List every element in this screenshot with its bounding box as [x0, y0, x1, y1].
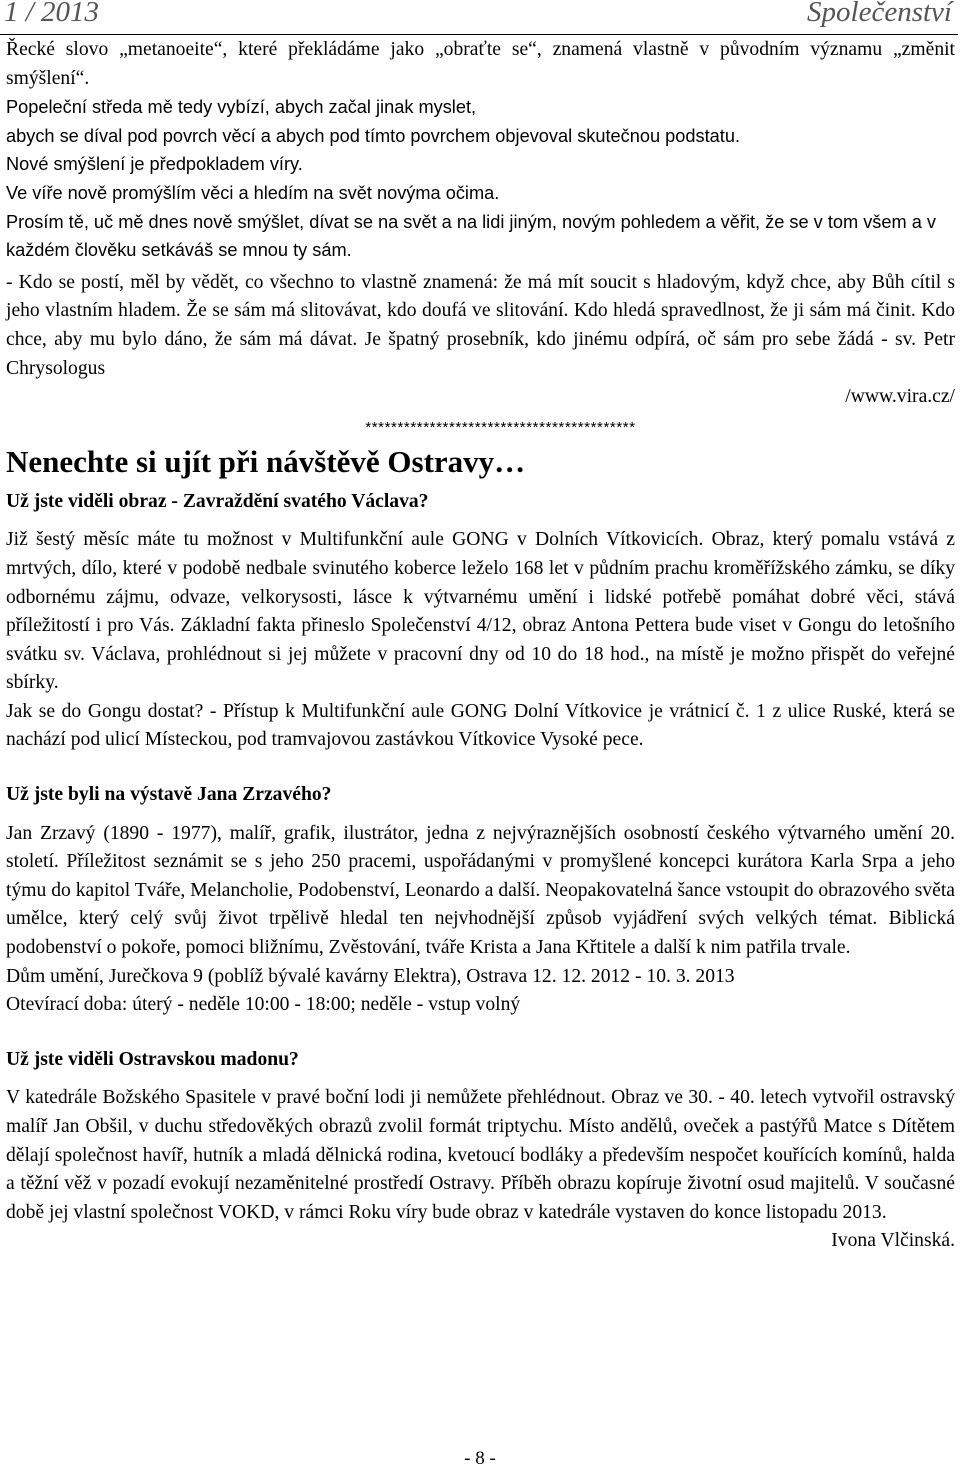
- magazine-name: Společenství: [807, 0, 952, 28]
- section-2-heading: Už jste byli na výstavě Jana Zrzavého?: [6, 784, 332, 806]
- section-3-paragraph-1: V katedrále Božského Spasitele v pravé boční lodi ji nemůžete přehlédnout. Obraz ve 30. - 40. letech vytvořil ostravský malíř Jan Obšil, v duchu středověkých obrazů zvolil formát triptychu. Místo andělů, oveček a pastýřů Matce s Dítětem dělají společnost havíř, hutník a mladá dělnická rodina, kvetoucí bodláky a především nespočet kouřících komínů, halda a těžní věž v pozadí evokují nezaměnitelné prostředí Ostravy. Příběh obrazu kopíruje životní osud majitelů. V současné době jej vlastní společnost VOKD, v rámci Roku víry bude obraz v katedrále vystaven do konce listopadu 2013.: [6, 1087, 955, 1223]
- section-2-paragraph-1: Jan Zrzavý (1890 - 1977), malíř, grafik, ilustrátor, jedna z nejvýraznějších osobností českého výtvarného umění 20. století. Příležitost seznámit se s jeho 250 pracemi, uspořádanými v promyšlené koncepci kurátora Karla Srpa a jeho týmu do kapitol Tváře, Melancholie, Podobenství, Leonardo a další. Neopakovatelná šance vstoupit do obrazového světa umělce, který celý svůj život trpělivě hledal ten nejvhodnější způsob vyjádření svých velkých témat. Biblická podobenství o pokoře, pomoci bližnímu, Zvěstování, tváře Krista a Jana Křtitele a další k nim patřila trvale.: [6, 822, 955, 959]
- page-number: - 8 -: [464, 1448, 496, 1469]
- intro-paragraph-2a: Popeleční středa mě tedy vybízí, abych začal jinak myslet,: [6, 97, 477, 118]
- section-3-heading: Už jste viděli Ostravskou madonu?: [6, 1048, 299, 1070]
- section-1-heading: Už jste viděli obraz - Zavraždění svatého Václava?: [6, 490, 429, 512]
- intro-paragraph-4: Ve víře nově promýšlím věci a hledím na svět novýma očima.: [6, 182, 500, 203]
- article-author: Ivona Vlčinská.: [831, 1230, 955, 1252]
- issue-number: 1 / 2013: [4, 0, 100, 28]
- page-content: [6, 36, 955, 1256]
- section-1-paragraph-2: Jak se do Gongu dostat? - Přístup k Multifunkční aule GONG Dolní Vítkovice je vrátnicí č. 1 z ulice Ruské, která se nachází pod ulicí Místeckou, pod tramvajovou zastávkou Vítkovice Vysoké pece.: [6, 700, 955, 751]
- intro-paragraph-5: Prosím tě, uč mě dnes nově smýšlet, dívat se na svět a na lidi jiným, novým pohledem a věřit, že se v tom všem a v každém člověku setkáváš se mnou ty sám.: [6, 211, 936, 261]
- quote-paragraph: - Kdo se postí, měl by vědět, co všechno to vlastně znamená: že má mít soucit s hladovým, když chce, aby Bůh cítil s jeho vlastním hladem. Že se sám má slitovávat, kdo doufá ve slitování. Kdo hledá spravedlnost, že ji sám má činit. Kdo chce, aby mu bylo dáno, že sám má dávat. Je špatný prosebník, kdo jinému odpírá, oč sám pro sebe žádá - sv. Petr Chrysologus: [6, 271, 955, 379]
- section-2-paragraph-2: Dům umění, Jurečkova 9 (poblíž bývalé kavárny Elektra), Ostrava 12. 12. 2012 - 10. 3. 2013: [6, 965, 735, 987]
- intro-paragraph-3: Nové smýšlení je předpokladem víry.: [6, 154, 303, 175]
- article-title: Nenechte si ujít při návštěvě Ostravy…: [6, 443, 526, 479]
- intro-paragraph-1: Řecké slovo „metanoeite“, které překládáme jako „obraťte se“, znamená vlastně v původním významu „změnit smýšlení“.: [6, 39, 955, 89]
- page-header: [0, 0, 958, 35]
- section-2-paragraph-3: Otevírací doba: úterý - neděle 10:00 - 18:00; neděle - vstup volný: [6, 994, 521, 1016]
- section-separator: ******************************************: [365, 418, 636, 436]
- quote-source: /www.vira.cz/: [845, 386, 955, 408]
- intro-paragraph-2b: abych se díval pod povrch věcí a abych pod tímto povrchem objevoval skutečnou podstatu.: [6, 125, 740, 146]
- section-1-paragraph-1: Již šestý měsíc máte tu možnost v Multifunkční aule GONG v Dolních Vítkovicích. Obraz, který pomalu vstává z mrtvých, dílo, které v podobě nedbale svinutého koberce leželo 168 let v půdním prachu kroměřížského zámku, se díky odbornému zájmu, odvaze, velkorysosti, lásce k výtvarnému umění i lidské potřebě pomáhat dobré věci, stává příležitostí i pro Vás. Základní fakta přineslo Společenství 4/12, obraz Antona Pettera bude viset v Gongu do letošního svátku sv. Václava, prohlédnout si jej můžete v pracovní dny od 10 do 18 hod., na místě je možno přispět do veřejné sbírky.: [6, 529, 955, 694]
